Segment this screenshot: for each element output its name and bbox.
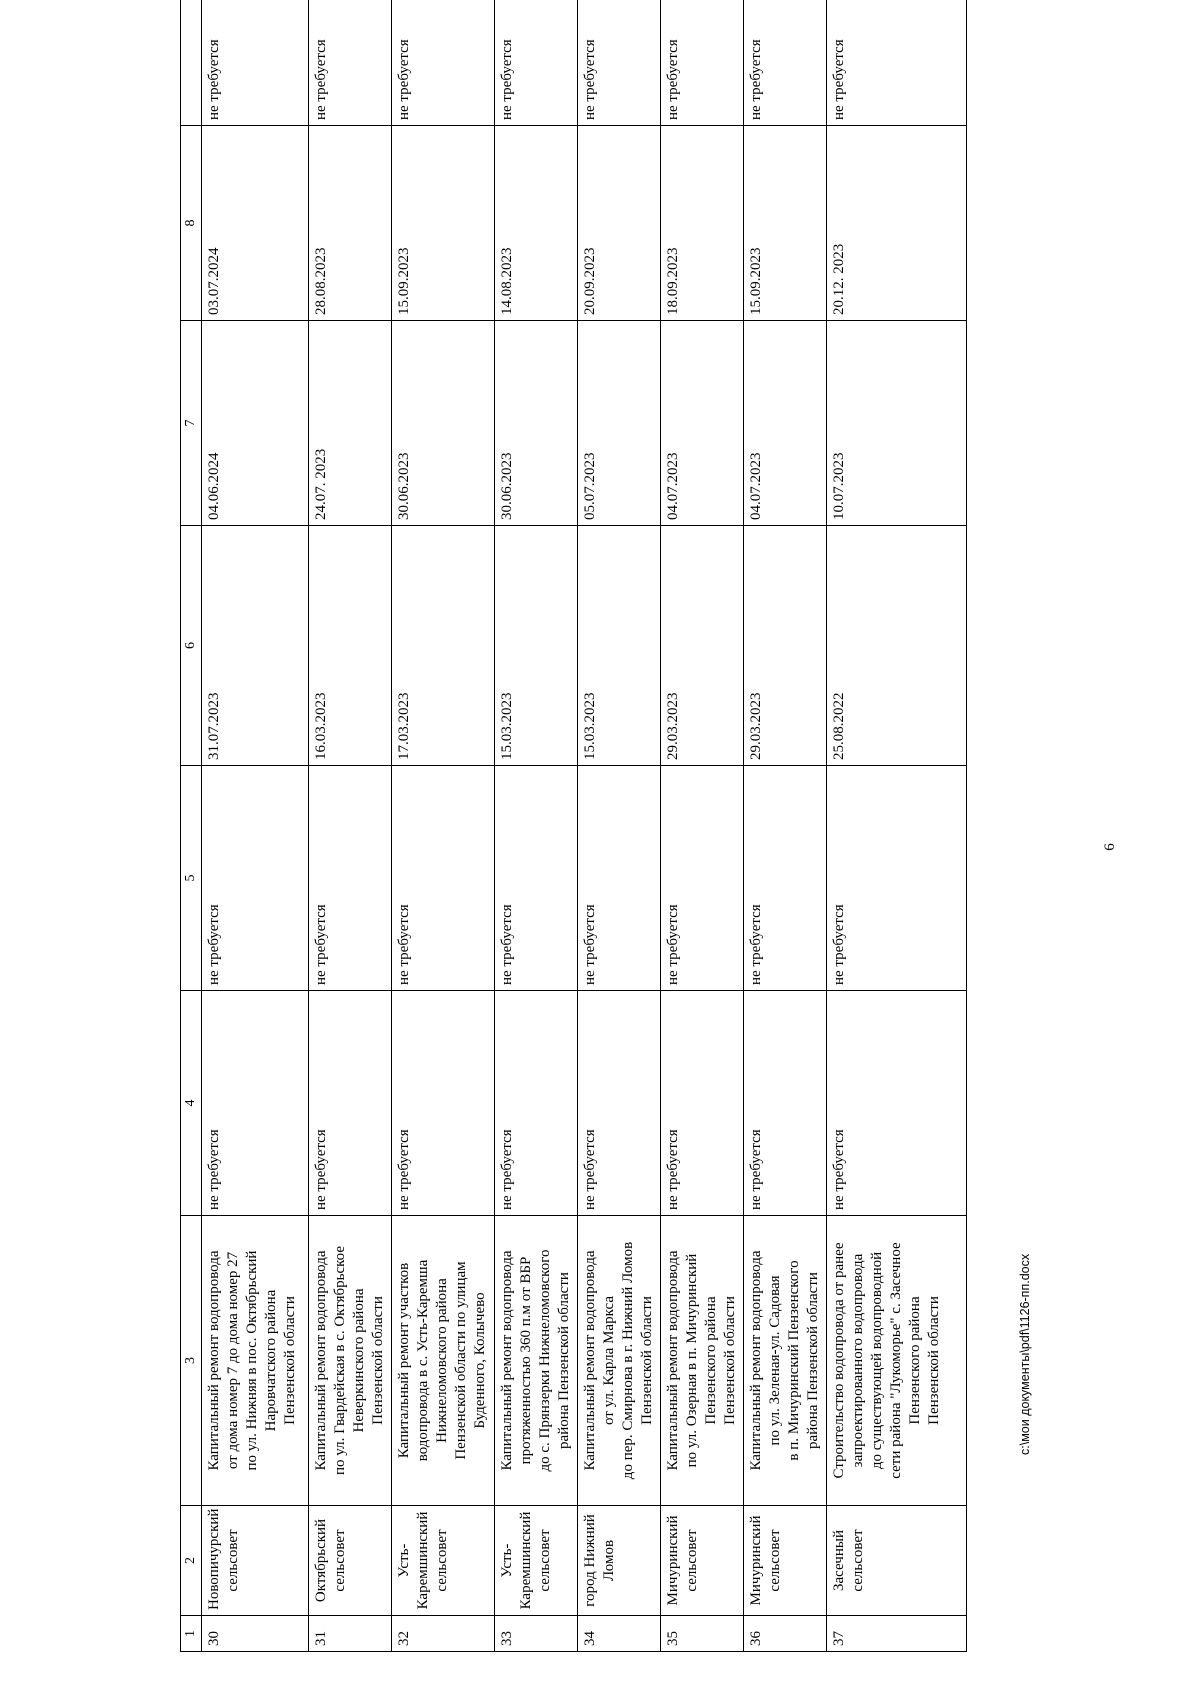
settlement-cell-line: Каремшинский — [415, 1511, 431, 1610]
object-cell — [827, 1216, 967, 1506]
settlement-cell-line: Октябрьский — [313, 1518, 329, 1603]
object-cell — [744, 1216, 827, 1506]
settlement-cell-line: город Нижний — [582, 1514, 598, 1607]
object-cell-line: Пензенского района — [703, 1296, 719, 1425]
col4-cell: не требуется — [495, 991, 578, 1216]
settlement-cell-line: Мичуринский — [665, 1515, 681, 1606]
col4-cell: не требуется — [578, 991, 661, 1216]
col9-cell: не требуется — [495, 0, 578, 126]
settlement-cell — [495, 1506, 578, 1616]
col6-date-cell: 29.03.2023 — [744, 526, 827, 766]
col8-date-cell: 18.09.2023 — [661, 126, 744, 321]
col4-cell: не требуется — [309, 991, 392, 1216]
footer-file-path: c:\мои документы\pdf\1126-пп.docx — [1018, 1253, 1032, 1455]
column-number: 8 — [181, 126, 202, 321]
table-row — [495, 0, 578, 1652]
object-cell-line: Пензенской области по улицам — [453, 1261, 469, 1460]
settlement-cell — [827, 1506, 967, 1616]
object-cell-line: Капитальный ремонт водопровода — [748, 1250, 764, 1471]
col6-date-cell: 15.03.2023 — [578, 526, 661, 766]
object-cell-line: Пензенской области — [639, 1296, 655, 1425]
settlement-cell-line: Засечный — [831, 1530, 847, 1591]
col8-date-cell: 14.08.2023 — [495, 126, 578, 321]
col7-date-cell: 04.06.2024 — [202, 321, 309, 526]
object-cell — [661, 1216, 744, 1506]
page-number: 6 — [1102, 843, 1118, 851]
row-number: 32 — [392, 1616, 495, 1652]
object-cell-line: Пензенского района — [907, 1296, 923, 1425]
col6-date-cell: 25.08.2022 — [827, 526, 967, 766]
col5-cell: не требуется — [661, 766, 744, 991]
object-cell-line: от ул. Карла Маркса — [601, 1296, 617, 1426]
object-cell-line: района Пензенской области — [556, 1272, 572, 1449]
col4-cell: не требуется — [827, 991, 967, 1216]
col8-date-cell: 15.09.2023 — [392, 126, 495, 321]
object-cell-line: Капитальный ремонт водопровода — [665, 1250, 681, 1471]
col9-cell: не требуется — [744, 0, 827, 126]
column-number — [181, 0, 202, 126]
object-cell-line: протяженностью 360 п.м от ВБР — [518, 1256, 534, 1465]
settlement-cell-line: Ломов — [601, 1539, 617, 1582]
settlement-cell-line: сельсовет — [434, 1529, 450, 1592]
settlement-cell-line: сельсовет — [850, 1529, 866, 1592]
col5-cell: не требуется — [309, 766, 392, 991]
object-cell-line: района Пензенской области — [805, 1272, 821, 1449]
table-row — [827, 0, 967, 1652]
object-cell-line: Капитальный ремонт водопровода — [206, 1250, 222, 1471]
table-row — [309, 0, 392, 1652]
table-row — [392, 0, 495, 1652]
object-cell — [495, 1216, 578, 1506]
col7-date-cell: 30.06.2023 — [392, 321, 495, 526]
object-cell-line: Буденного, Колычево — [472, 1292, 488, 1429]
col4-cell: не требуется — [661, 991, 744, 1216]
table-row — [744, 0, 827, 1652]
object-cell — [392, 1216, 495, 1506]
table-row — [202, 0, 309, 1652]
column-number: 7 — [181, 321, 202, 526]
col4-cell: не требуется — [202, 991, 309, 1216]
settlement-cell-line: Мичуринский — [748, 1515, 764, 1606]
table-row — [578, 0, 661, 1652]
col8-date-cell: 03.07.2024 — [202, 126, 309, 321]
settlement-cell — [578, 1506, 661, 1616]
col5-cell: не требуется — [202, 766, 309, 991]
column-number: 5 — [181, 766, 202, 991]
settlement-cell-line: сельсовет — [537, 1529, 553, 1592]
row-number: 34 — [578, 1616, 661, 1652]
object-cell-line: Строительство водопровода от ранее — [831, 1242, 847, 1479]
object-cell-line: сети района "Лукоморье" с. Засечное — [888, 1242, 904, 1479]
col7-date-cell: 24.07. 2023 — [309, 321, 392, 526]
settlement-cell-line: Усть- — [499, 1543, 515, 1578]
settlement-cell-line: сельсовет — [767, 1529, 783, 1592]
footer — [1018, 1245, 1038, 1455]
col6-date-cell: 29.03.2023 — [661, 526, 744, 766]
settlement-cell-line: сельсовет — [225, 1529, 241, 1592]
col9-cell: не требуется — [392, 0, 495, 126]
col5-cell: не требуется — [495, 766, 578, 991]
row-number: 35 — [661, 1616, 744, 1652]
object-cell-line: по ул. Зеленая-ул. Садовая — [767, 1275, 783, 1446]
object-cell-line: Капитальный ремонт водопровода — [499, 1250, 515, 1471]
settlement-cell-line: Новопичурский — [206, 1508, 222, 1610]
object-cell-line: Пензенской области — [282, 1296, 298, 1425]
settlement-cell-line: Каремшинский — [518, 1511, 534, 1610]
settlement-cell-line: сельсовет — [684, 1529, 700, 1592]
col7-date-cell: 30.06.2023 — [495, 321, 578, 526]
column-number: 2 — [181, 1506, 202, 1616]
col9-cell: не требуется — [661, 0, 744, 126]
col6-date-cell: 17.03.2023 — [392, 526, 495, 766]
object-cell-line: запроектированного водопровода — [850, 1253, 866, 1468]
settlement-cell — [202, 1506, 309, 1616]
col5-cell: не требуется — [578, 766, 661, 991]
object-cell-line: по ул. Озерная в п. Мичуринский — [684, 1253, 700, 1468]
col9-cell: не требуется — [578, 0, 661, 126]
col9-cell: не требуется — [827, 0, 967, 126]
data-table — [180, 0, 967, 1652]
col5-cell: не требуется — [827, 766, 967, 991]
object-cell-line: Пензенской области — [926, 1296, 942, 1425]
settlement-cell-line: Усть- — [396, 1543, 412, 1578]
object-cell-line: Пензенской области — [722, 1296, 738, 1425]
object-cell-line: в п. Мичуринский Пензенского — [786, 1260, 802, 1461]
col8-date-cell: 28.08.2023 — [309, 126, 392, 321]
settlement-cell — [392, 1506, 495, 1616]
col5-cell: не требуется — [744, 766, 827, 991]
object-cell-line: до пер. Смирнова в г. Нижний Ломов — [620, 1241, 636, 1480]
row-number: 33 — [495, 1616, 578, 1652]
col8-date-cell: 15.09.2023 — [744, 126, 827, 321]
table-row — [661, 0, 744, 1652]
object-cell-line: по ул. Нижняя в пос. Октябрьский — [244, 1250, 260, 1471]
col9-cell: не требуется — [309, 0, 392, 126]
column-number: 6 — [181, 526, 202, 766]
col4-cell: не требуется — [392, 991, 495, 1216]
col6-date-cell: 15.03.2023 — [495, 526, 578, 766]
settlement-cell — [309, 1506, 392, 1616]
row-number: 36 — [744, 1616, 827, 1652]
column-number: 3 — [181, 1216, 202, 1506]
object-cell-line: Капитальный ремонт участков — [396, 1262, 412, 1459]
object-cell-line: Неверкинского района — [351, 1288, 367, 1433]
object-cell — [578, 1216, 661, 1506]
object-cell-line: до существующей водопроводной — [869, 1251, 885, 1470]
object-cell-line: Наровчатского района — [263, 1289, 279, 1432]
column-number-row — [181, 0, 202, 1652]
col4-cell: не требуется — [744, 991, 827, 1216]
object-cell-line: Капитальный ремонт водопровода — [313, 1250, 329, 1471]
col6-date-cell: 16.03.2023 — [309, 526, 392, 766]
object-cell-line: водопровода в с. Усть-Каремша — [415, 1259, 431, 1462]
column-number: 1 — [181, 1616, 202, 1652]
object-cell — [309, 1216, 392, 1506]
object-cell-line: Нижнеломовского района — [434, 1278, 450, 1443]
col8-date-cell: 20.12. 2023 — [827, 126, 967, 321]
object-cell-line: до с. Прянзерки Нижнеломовского — [537, 1249, 553, 1472]
col7-date-cell: 10.07.2023 — [827, 321, 967, 526]
row-number: 30 — [202, 1616, 309, 1652]
settlement-cell-line: сельсовет — [332, 1529, 348, 1592]
object-cell — [202, 1216, 309, 1506]
column-number: 4 — [181, 991, 202, 1216]
col6-date-cell: 31.07.2023 — [202, 526, 309, 766]
object-cell-line: от дома номер 7 до дома номер 27 — [225, 1251, 241, 1470]
settlement-cell — [744, 1506, 827, 1616]
settlement-cell — [661, 1506, 744, 1616]
object-cell-line: Капитальный ремонт водопровода — [582, 1250, 598, 1471]
col8-date-cell: 20.09.2023 — [578, 126, 661, 321]
col7-date-cell: 05.07.2023 — [578, 321, 661, 526]
col5-cell: не требуется — [392, 766, 495, 991]
object-cell-line: по ул. Гвардейская в с. Октябрьское — [332, 1245, 348, 1476]
col7-date-cell: 04.07.2023 — [744, 321, 827, 526]
col7-date-cell: 04.07.2023 — [661, 321, 744, 526]
object-cell-line: Пензенской области — [370, 1296, 386, 1425]
row-number: 31 — [309, 1616, 392, 1652]
row-number: 37 — [827, 1616, 967, 1652]
col9-cell: не требуется — [202, 0, 309, 126]
